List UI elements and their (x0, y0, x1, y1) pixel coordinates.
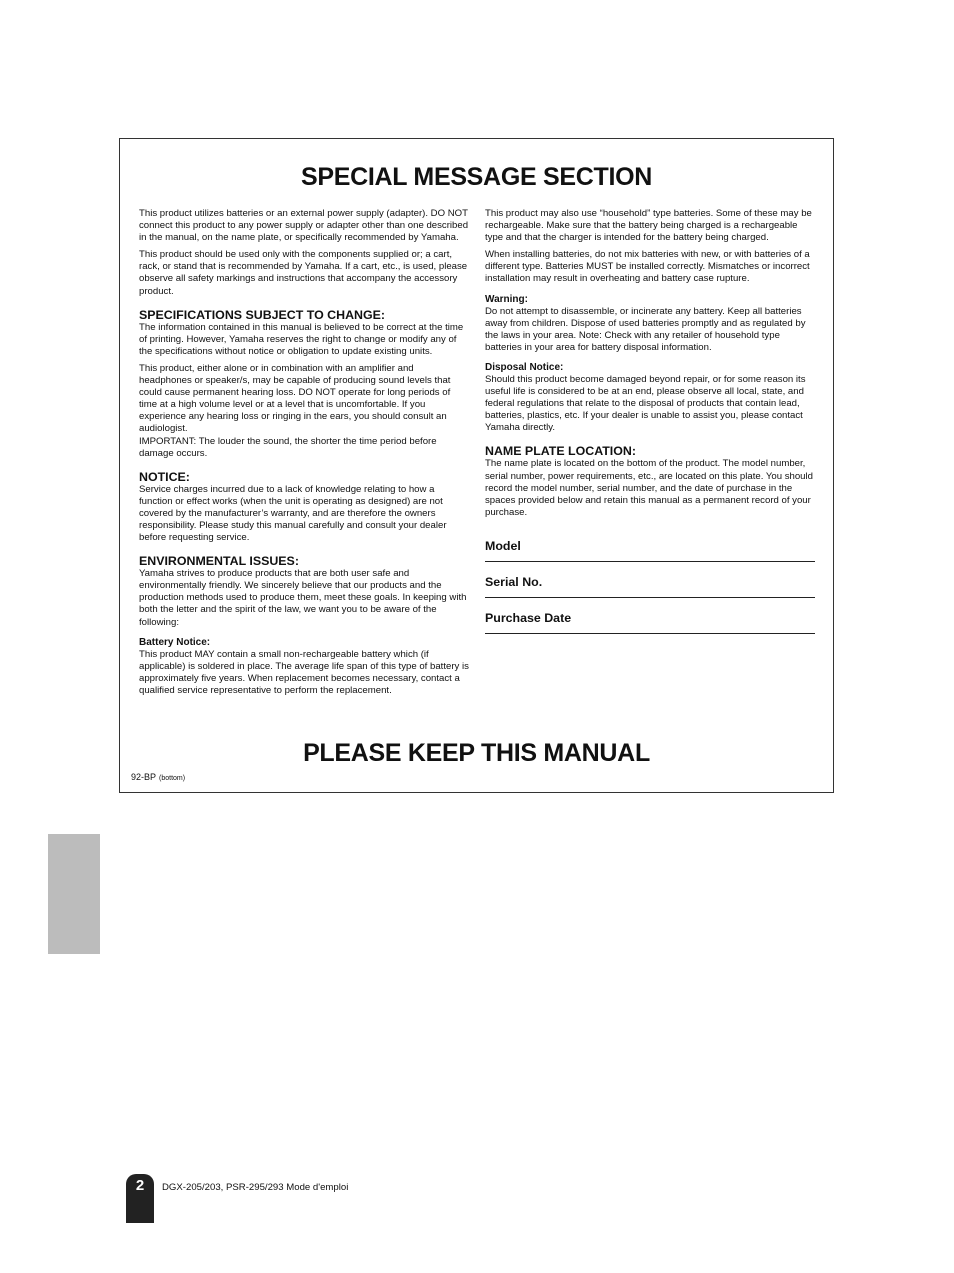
code-note: (bottom) (159, 775, 186, 782)
record-fields (485, 539, 815, 634)
serial-number-field: Serial No. (485, 575, 815, 598)
battery-notice-heading: Battery Notice: (139, 636, 211, 648)
footer-title: DGX-205/203, PSR-295/293 Mode d'emploi (162, 1182, 349, 1193)
purchase-date-field: Purchase Date (485, 611, 815, 634)
hearing-paragraph: This product, either alone or in combination with an amplifier and headphones or speaker/s, may be capable of producing sound levels that could cause permanent hearing loss. DO NOT operate for long periods of time at a high volume level or at a level that is uncomfortable. If you experience any hearing loss or ringing in the ears, you should consult an audiologist. (139, 362, 451, 435)
section-title: SPECIAL MESSAGE SECTION (300, 163, 653, 191)
document-code (131, 772, 185, 782)
page-number: 2 (126, 1174, 154, 1223)
model-field: Model (485, 539, 815, 562)
warning-paragraph: Do not attempt to disassemble, or incinerate any battery. Keep all batteries away from children. Dispose of used batteries promptly and as regulated by the laws in your area. Note: Check with any retailer of household type batteries in your area for battery disposal information. (485, 305, 806, 353)
environmental-heading: ENVIRONMENTAL ISSUES: (139, 554, 299, 569)
warning-heading: Warning: (485, 293, 528, 305)
name-plate-paragraph: The name plate is located on the bottom of the product. The model number, serial number, power requirements, etc., are located on this plate. You should record the model number, serial number, and the date of purchase in the spaces provided below and retain this manual as a permanent record of your purchase. (485, 458, 813, 518)
important-paragraph: IMPORTANT: The louder the sound, the shorter the time period before damage occurs. (139, 435, 437, 459)
left-column (139, 208, 469, 702)
specs-heading: SPECIFICATIONS SUBJECT TO CHANGE: (139, 307, 385, 322)
power-supply-paragraph: This product utilizes batteries or an external power supply (adapter). DO NOT connect this product to any power supply or adapter other than one described in the manual, on the name plate, or specifically recommended by Yamaha. (139, 208, 469, 244)
special-message-box (119, 138, 834, 793)
installing-batteries-paragraph: When installing batteries, do not mix batteries with new, or with batteries of a different type. Batteries MUST be installed correctly. Mismatches or incorrect installation may result in overheating and battery case rupture. (485, 249, 810, 285)
notice-heading: NOTICE: (139, 469, 190, 484)
specs-paragraph: The information contained in this manual is believed to be correct at the time of printing. However, Yamaha reserves the right to change or modify any of the specifications without notice or obligation to update existing units. (139, 321, 464, 357)
name-plate-heading: NAME PLATE LOCATION: (485, 444, 636, 459)
code-text: 92-BP (131, 772, 157, 782)
components-paragraph: This product should be used only with the components supplied or; a cart, rack, or stand that is recommended by Yamaha. If a cart, etc., is used, please observe all safety markings and instructions that accompany the accessory product. (139, 249, 468, 297)
disposal-heading: Disposal Notice: (485, 361, 564, 373)
battery-notice-paragraph: This product MAY contain a small non-rechargeable battery which (if applicable) is soldered in place. The average life span of this type of battery is approximately five years. When replacement becomes necessary, contact a qualified service representative to perform the replacement. (139, 648, 469, 696)
environmental-paragraph: Yamaha strives to produce products that are both user safe and environmentally friendly. We sincerely believe that our products and the production methods used to produce them, meet these goals. In keeping with both the letter and the spirit of the law, we want you to be aware of the following: (139, 568, 467, 628)
disposal-paragraph: Should this product become damaged beyond repair, or for some reason its useful life is considered to be at an end, please observe all local, state, and federal regulations that relate to the disposal of products that contain lead, batteries, plastics, etc. If your dealer is unable to assist you, please contact Yamaha directly. (485, 373, 806, 434)
right-column (485, 208, 815, 647)
notice-paragraph: Service charges incurred due to a lack of knowledge relating to how a function or effect works (when the unit is operating as designed) are not covered by the manufacturer’s warranty, and are therefore the owners responsibility. Please study this manual carefully and consult your dealer before requesting service. (139, 483, 447, 544)
household-batteries-paragraph: This product may also use “household” type batteries. Some of these may be rechargeable. Make sure that the battery being charged is a rechargeable type and that the charger is intended for the battery being charged. (485, 208, 812, 244)
side-tab (48, 834, 100, 954)
keep-manual-title: PLEASE KEEP THIS MANUAL (303, 739, 650, 767)
